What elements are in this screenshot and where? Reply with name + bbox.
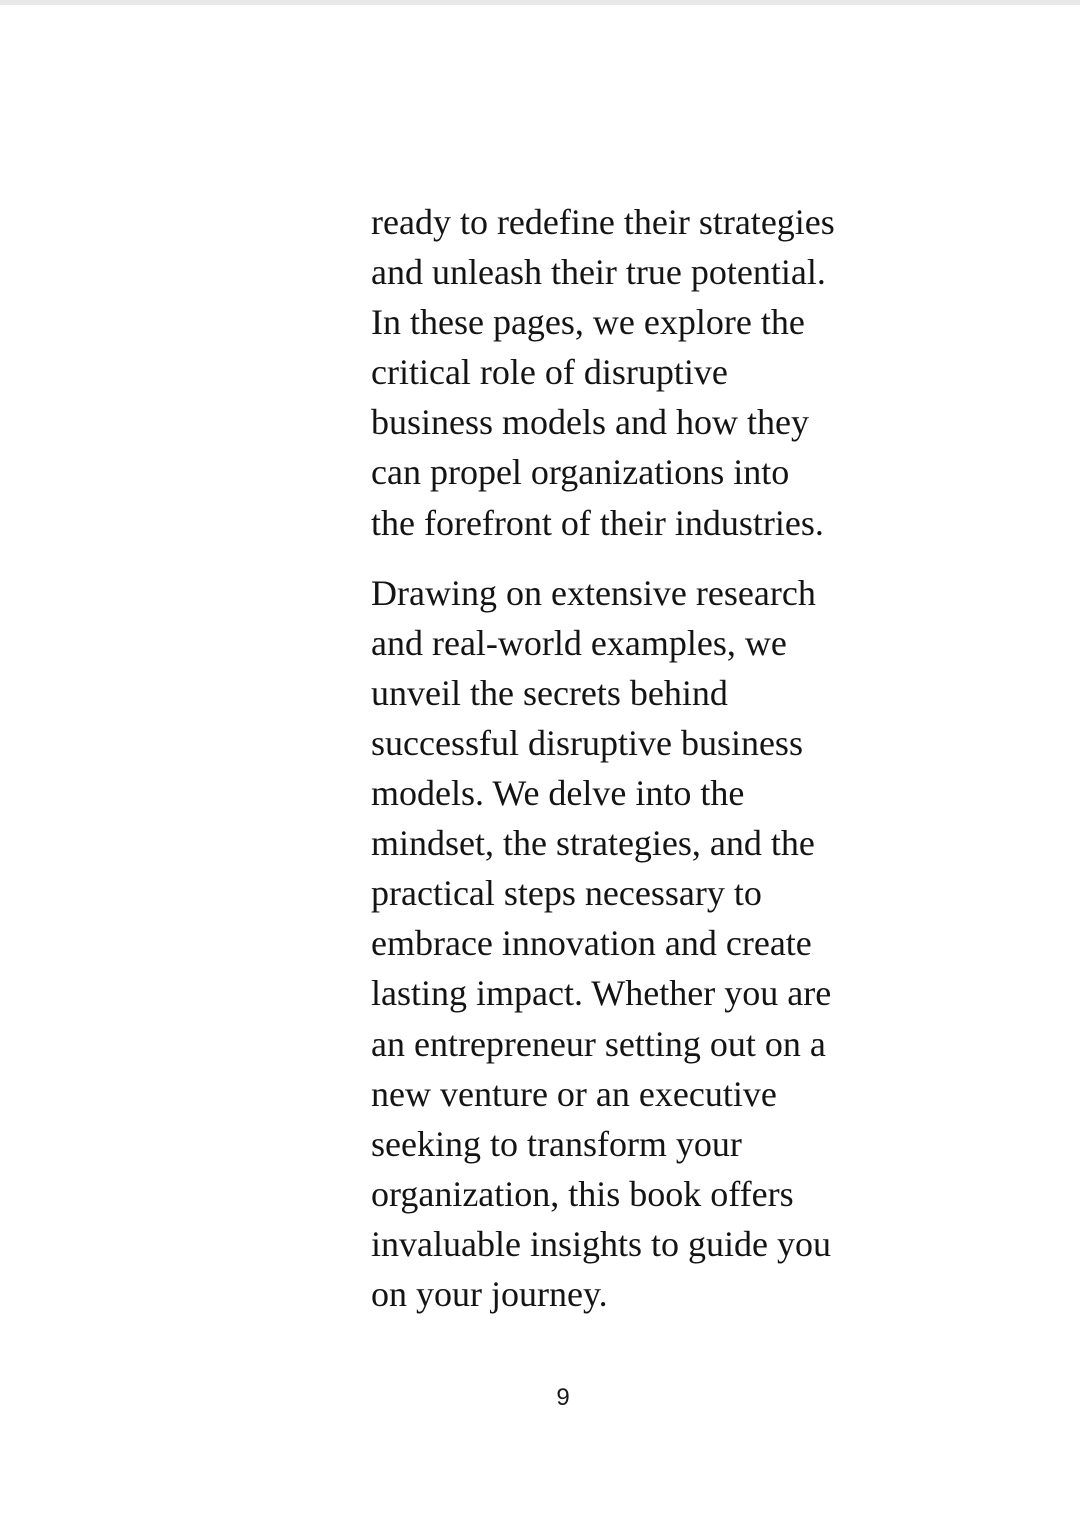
text-line: models. We delve into the xyxy=(371,773,745,814)
text-line: embrace innovation and create xyxy=(371,923,812,964)
text-line: practical steps necessary to xyxy=(371,873,762,914)
paragraph-spacer xyxy=(371,548,931,568)
text-line: new venture or an executive xyxy=(371,1073,777,1114)
text-line: on your journey. xyxy=(371,1273,608,1314)
text-line: Drawing on extensive research xyxy=(371,572,816,613)
text-line: lasting impact. Whether you are xyxy=(371,973,832,1014)
text-line: seeking to transform your xyxy=(371,1123,742,1164)
text-line: and unleash their true potential. xyxy=(371,252,826,293)
text-line: mindset, the strategies, and the xyxy=(371,823,815,864)
text-line: unveil the secrets behind xyxy=(371,672,728,713)
text-line: ready to redefine their strategies xyxy=(371,202,835,242)
text-line: successful disruptive business xyxy=(371,722,803,763)
paragraph-2 xyxy=(371,568,931,1319)
paragraph-1 xyxy=(371,197,931,548)
text-line: can propel organizations into xyxy=(371,452,790,493)
text-line: invaluable insights to guide you xyxy=(371,1223,831,1264)
text-line: the forefront of their industries. xyxy=(371,502,824,543)
text-line: an entrepreneur setting out on a xyxy=(371,1023,826,1064)
book-page xyxy=(0,5,1080,1535)
text-line: business models and how they xyxy=(371,402,809,443)
text-line: critical role of disruptive xyxy=(371,352,728,393)
text-line: In these pages, we explore the xyxy=(371,302,805,343)
page-number: 9 xyxy=(556,1384,570,1411)
text-line: and real-world examples, we xyxy=(371,622,787,663)
text-line: organization, this book offers xyxy=(371,1173,794,1214)
body-text xyxy=(371,197,931,1319)
